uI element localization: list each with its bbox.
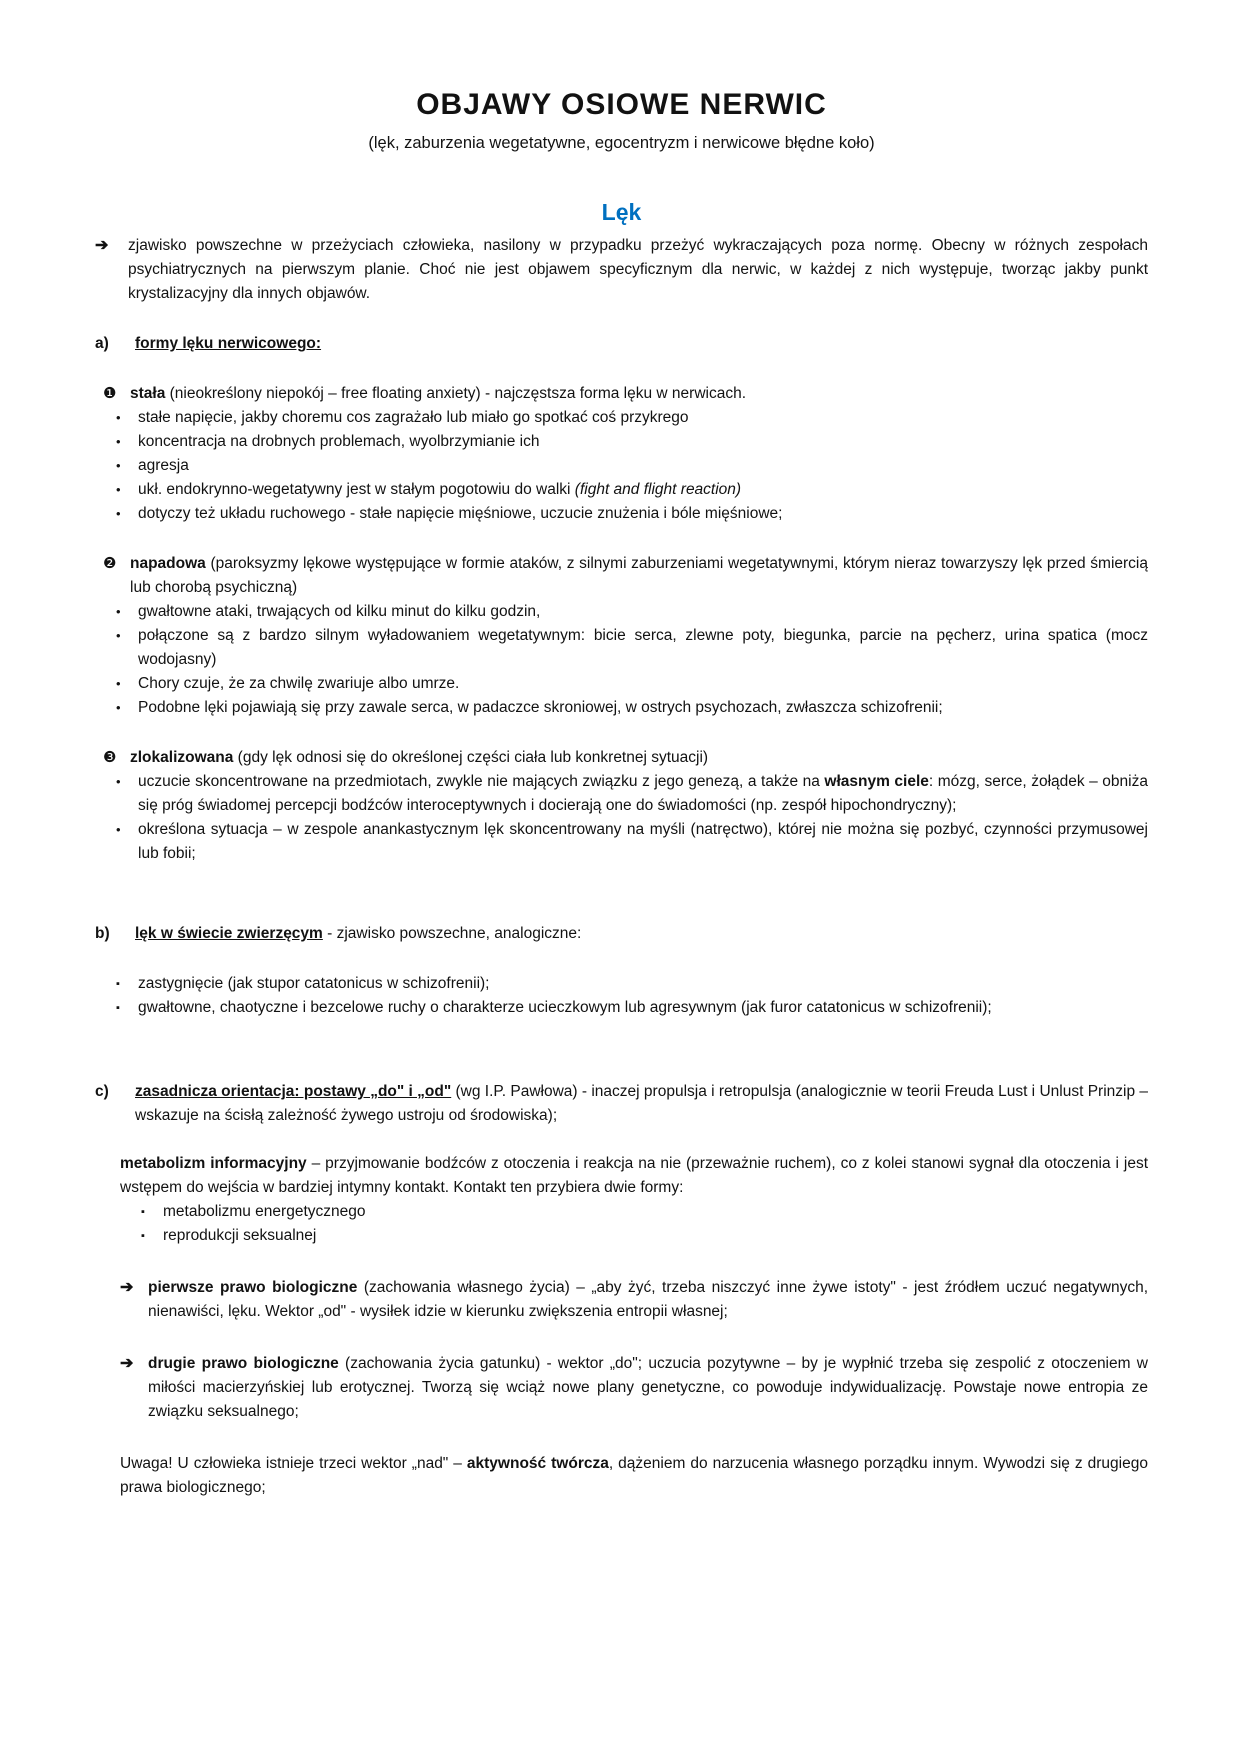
dot-bullet-icon: • [116, 410, 121, 425]
second-biological-law [120, 1352, 1148, 1424]
list-item [138, 1224, 1148, 1248]
list-item [113, 770, 1148, 818]
list-item-text: ukł. endokrynno-wegetatywny jest w stałym pogotowiu do walki (fight and flight reaction) [138, 481, 742, 498]
square-bullet-icon: ▪ [141, 1230, 145, 1242]
list-item-text: zastygnięcie (jak stupor catatonicus w schizofrenii); [138, 975, 490, 992]
list-item [138, 1200, 1148, 1224]
first-biological-law-text: pierwsze prawo biologiczne (zachowania własnego życia) – „aby żyć, trzeba niszczyć inne żywe istoty" - jest źródłem uczuć negatywnych, nienawiści, lęku. Wektor „od" - wysiłek idzie w kierunku zwiększenia entropii własnej; [148, 1279, 1149, 1320]
list-item-text: agresja [138, 457, 189, 474]
list-item [113, 624, 1148, 672]
dot-bullet-icon: • [116, 506, 121, 521]
page-title: OBJAWY OSIOWE NERWIC [416, 88, 827, 121]
numbered-item-1 [103, 382, 1148, 406]
list-item-text: reprodukcji seksualnej [163, 1227, 317, 1244]
arrow-bullet-icon: ➔ [95, 237, 109, 254]
list-item-text: uczucie skoncentrowane na przedmiotach, zwykle nie mających związku z jego genezą, a także na własnym ciele: mózg, serce, żołądek – obniża się próg świadomej percepcji bodźców interoceptywnych i docierają one do świadomości (np. zespół hipochondryczny); [138, 773, 1148, 814]
document-body [95, 234, 1148, 1500]
square-bullet-icon: ▪ [116, 978, 120, 990]
numbered-item-2 [103, 552, 1148, 600]
list-item-text: gwałtowne ataki, trwających od kilku minut do kilku godzin, [138, 603, 541, 620]
numbered-item-3-text: zlokalizowana (gdy lęk odnosi się do określonej części ciała lub konkretnej sytuacji) [130, 749, 709, 766]
first-biological-law [120, 1276, 1148, 1324]
section-c-label: c) [95, 1083, 109, 1100]
list-item [113, 996, 1148, 1020]
list-item [113, 600, 1148, 624]
dot-bullet-icon: • [116, 700, 121, 715]
section-c-title: zasadnicza orientacja: postawy „do" i „od" [135, 1083, 452, 1100]
list-item-text: stałe napięcie, jakby choremu cos zagrażało lub miało go spotkać coś przykrego [138, 409, 689, 426]
dot-bullet-icon: • [116, 774, 121, 789]
numbered-item-3 [103, 746, 1148, 770]
list-item-text: koncentracja na drobnych problemach, wyolbrzymianie ich [138, 433, 540, 450]
section-a-heading [95, 332, 1148, 356]
intro-text: zjawisko powszechne w przeżyciach człowieka, nasilony w przypadku przeżyć wykraczających poza normę. Obecny w różnych zespołach psychiatrycznych na pierwszym planie. Choć nie jest objawem specyficznym dla nerwic, w każdej z nich występuje, tworząc jakby punkt krystalizacyjny dla innych objawów. [128, 237, 1148, 302]
numbered-item-2-text: napadowa (paroksyzmy lękowe występujące w formie ataków, z silnymi zaburzeniami wegetatywnymi, którym nieraz towarzyszy lęk przed śmiercią lub chorobą psychiczną) [130, 555, 1148, 596]
dot-bullet-icon: • [116, 604, 121, 619]
note-paragraph: Uwaga! U człowieka istnieje trzeci wektor „nad" – aktywność twórcza, dążeniem do narzucenia własnego porządku innym. Wywodzi się z drugiego prawa biologicznego; [120, 1455, 1148, 1496]
dot-bullet-icon: • [116, 482, 121, 497]
page-subtitle: (lęk, zaburzenia wegetatywne, egocentryzm i nerwicowe błędne koło) [368, 134, 875, 152]
dot-bullet-icon: • [116, 628, 121, 643]
metabolism-paragraph: metabolizm informacyjny – przyjmowanie bodźców z otoczenia i reakcja na nie (przeważnie ruchem), co z kolei stanowi sygnał dla otoczenia i jest wstępem do wejścia w bardziej intymny kontakt. Kontakt ten przybiera dwie formy: [120, 1155, 1149, 1196]
circled-1-icon: ❶ [103, 385, 117, 402]
arrow-bullet-icon: ➔ [120, 1279, 134, 1296]
list-item-text: metabolizmu energetycznego [163, 1203, 366, 1220]
list-item [113, 672, 1148, 696]
dot-bullet-icon: • [116, 822, 121, 837]
list-item [113, 454, 1148, 478]
list-item-text: określona sytuacja – w zespole anankastycznym lęk skoncentrowany na myśli (natręctwo), której nie można się pozbyć, czynności przymusowej lub fobii; [138, 821, 1148, 862]
list-item-text: gwałtowne, chaotyczne i bezcelowe ruchy o charakterze ucieczkowym lub agresywnym (jak furor catatonicus w schizofrenii); [138, 999, 992, 1016]
section-heading-lek: Lęk [601, 199, 642, 225]
intro-paragraph [95, 234, 1148, 306]
list-item [113, 972, 1148, 996]
square-bullet-icon: ▪ [116, 1002, 120, 1014]
dot-bullet-icon: • [116, 434, 121, 449]
list-item-text: połączone są z bardzo silnym wyładowaniem wegetatywnym: bicie serca, zlewne poty, biegunka, parcie na pęcherz, urina spatica (mocz wodojasny) [138, 627, 1148, 668]
list-item-text: Chory czuje, że za chwilę zwariuje albo umrze. [138, 675, 460, 692]
section-b-label: b) [95, 925, 110, 942]
list-item [113, 502, 1148, 526]
list-item [113, 478, 1148, 502]
list-item [113, 406, 1148, 430]
section-b-title: lęk w świecie zwierzęcym [135, 925, 323, 942]
arrow-bullet-icon: ➔ [120, 1355, 134, 1372]
dot-bullet-icon: • [116, 458, 121, 473]
list-item-text: dotyczy też układu ruchowego - stałe napięcie mięśniowe, uczucie znużenia i bóle mięśniowe; [138, 505, 783, 522]
second-biological-law-text: drugie prawo biologiczne (zachowania życia gatunku) - wektor „do"; uczucia pozytywne – by je wypłnić trzeba się zespolić z otoczeniem w miłości macierzyńskiej lub erotycznej. Tworzą się wciąż nowe plany genetyczne, co powoduje indywidualizację. Powstaje nowe entropia ze związku seksualnego; [148, 1355, 1148, 1420]
circled-2-icon: ❷ [103, 555, 117, 572]
circled-3-icon: ❸ [103, 749, 117, 766]
dot-bullet-icon: • [116, 676, 121, 691]
numbered-item-1-text: stała (nieokreślony niepokój – free floating anxiety) - najczęstsza forma lęku w nerwicach. [130, 385, 747, 402]
list-item [113, 818, 1148, 866]
section-c-heading: c) zasadnicza orientacja: postawy „do" i „od" (wg I.P. Pawłowa) - inaczej propulsja i retropulsja (analogicznie w teorii Freuda Lust i Unlust Prinzip – wskazuje na ścisłą zależność żywego ustroju od środowiska); [95, 1080, 1148, 1128]
section-a-label: a) [95, 335, 109, 352]
list-item [113, 696, 1148, 720]
section-a-title: formy lęku nerwicowego: [135, 335, 322, 352]
list-item [113, 430, 1148, 454]
section-b-heading: b) lęk w świecie zwierzęcym - zjawisko powszechne, analogiczne: [95, 922, 1148, 946]
list-item-text: Podobne lęki pojawiają się przy zawale serca, w padaczce skroniowej, w ostrych psychozach, zwłaszcza schizofrenii; [138, 699, 943, 716]
square-bullet-icon: ▪ [141, 1206, 145, 1218]
